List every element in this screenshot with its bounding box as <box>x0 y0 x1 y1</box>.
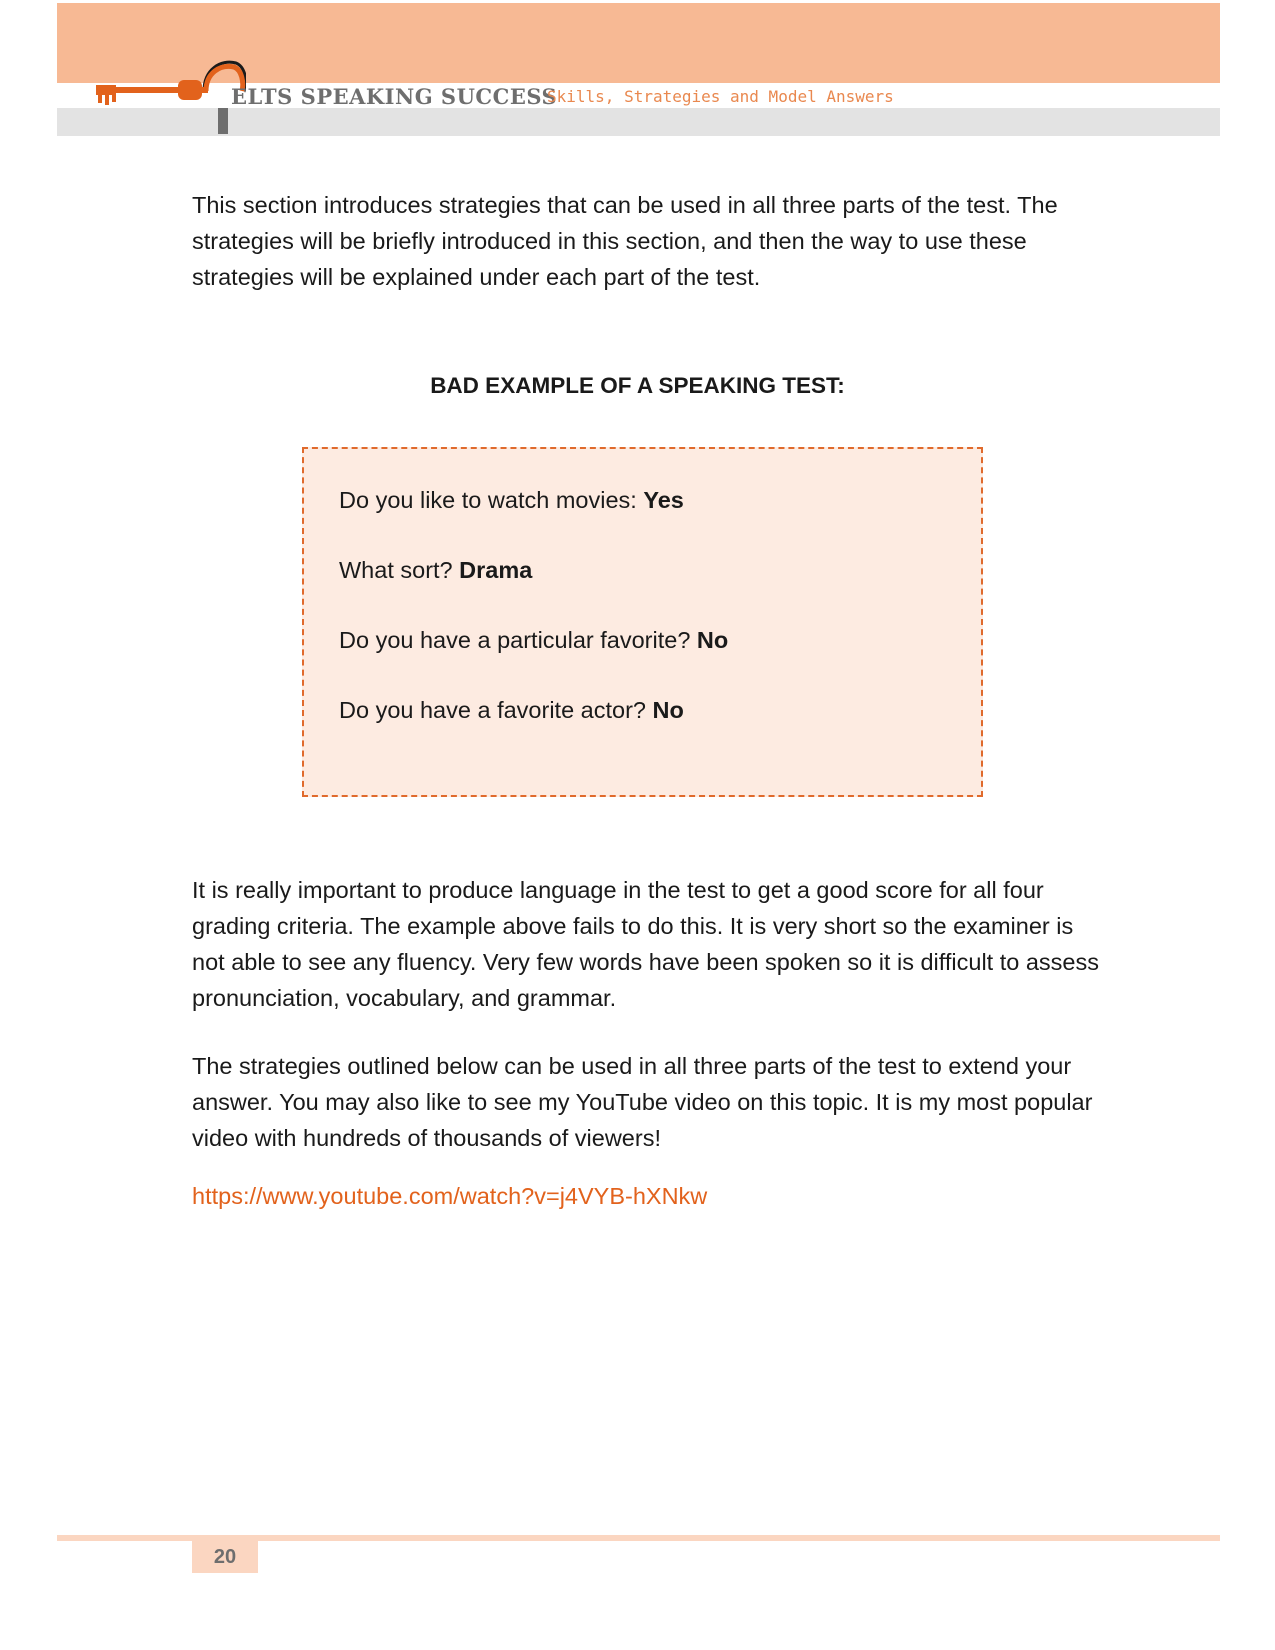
example-answer: Yes <box>643 487 684 513</box>
example-item <box>339 627 728 654</box>
example-question: Do you have a favorite actor? <box>339 697 653 723</box>
intro-paragraph: This section introduces strategies that can be used in all three parts of the test. The strategies will be briefly introduced in this section, and then the way to use these strategies will be explained under each part of the test. <box>192 192 1058 290</box>
example-box <box>302 447 983 797</box>
title-initial-glyph <box>218 108 228 134</box>
book-title <box>218 84 557 134</box>
example-item <box>339 487 684 514</box>
example-question: Do you like to watch movies: <box>339 487 644 513</box>
example-question: What sort? <box>339 557 460 583</box>
book-subtitle: Skills, Strategies and Model Answers <box>547 87 894 106</box>
explanation-paragraph: It is really important to produce language in the test to get a good score for all four grading criteria. The example above fails to do this. It is very short so the examiner is not able to see any fluency. Very few words have been spoken so it is difficult to assess pronunciation, vocabulary, and grammar. <box>192 877 1099 1011</box>
page-number: 20 <box>192 1541 258 1573</box>
book-title-text: ELTS SPEAKING SUCCESS <box>231 84 558 109</box>
example-question: Do you have a particular favorite? <box>339 627 697 653</box>
example-item <box>339 697 684 724</box>
example-answer: No <box>652 697 684 723</box>
youtube-video-link[interactable]: https://www.youtube.com/watch?v=j4VYB-hXNkw <box>192 1183 708 1209</box>
example-answer: No <box>696 627 729 653</box>
strategies-paragraph: The strategies outlined below can be used in all three parts of the test to extend your answer. You may also like to see my YouTube video on this topic. It is my most popular video with hundreds of thousands of viewers! <box>192 1053 1093 1151</box>
example-answer: Drama <box>459 557 533 583</box>
example-item <box>339 557 532 584</box>
example-heading: BAD EXAMPLE OF A SPEAKING TEST: <box>430 373 845 398</box>
